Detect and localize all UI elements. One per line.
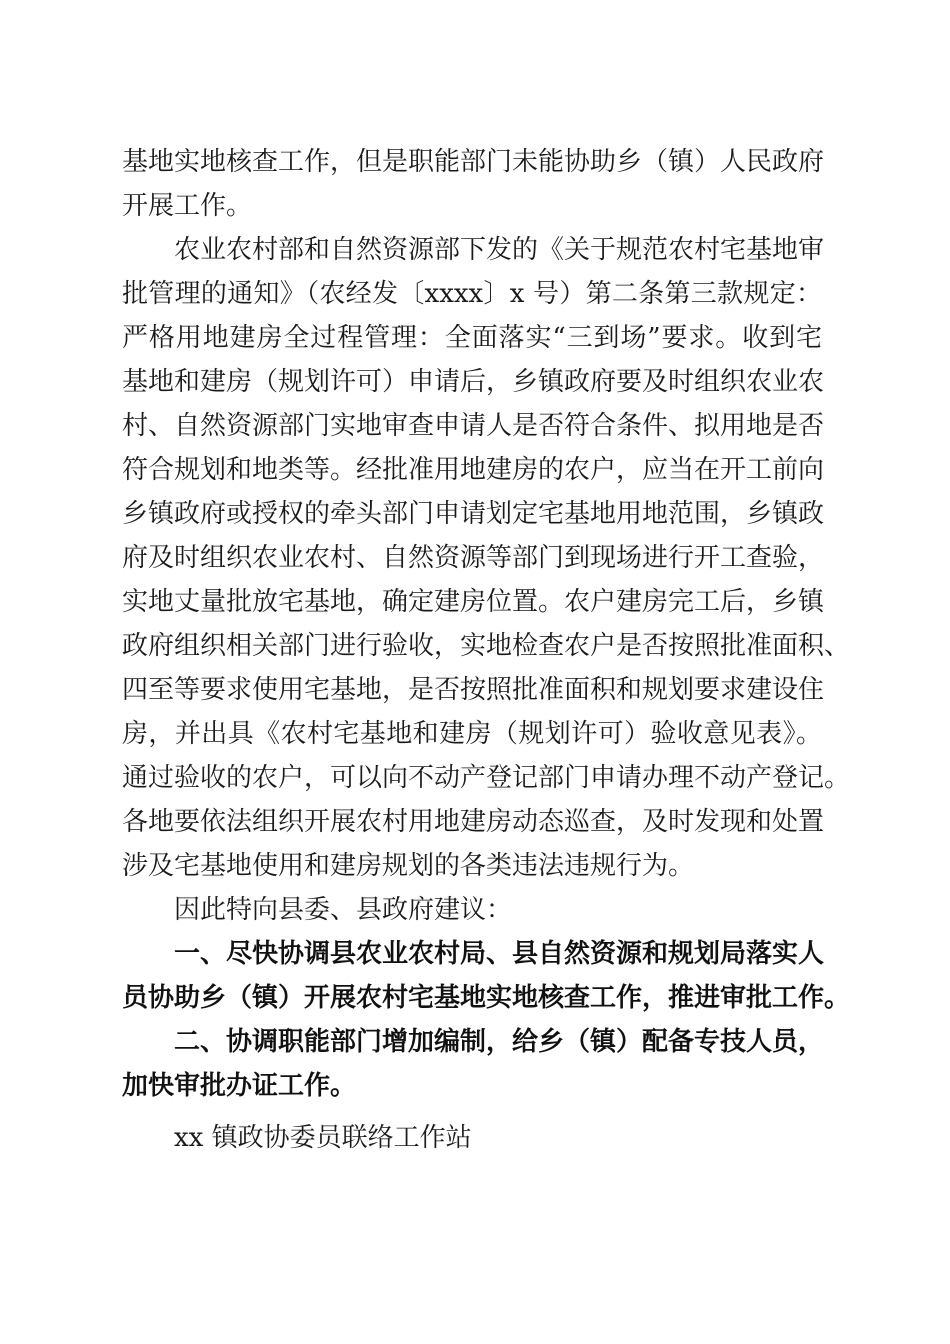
para2-line-8: 府及时组织农业农村、自然资源等部门到现场进行开工查验，	[122, 543, 825, 573]
suggestion1-line-2: 员协助乡（镇）开展农村宅基地实地核查工作，推进审批工作。	[122, 983, 851, 1013]
para3-line-1: 因此特向县委、县政府建议：	[174, 895, 513, 925]
suggestion1-line-1: 一、尽快协调县农业农村局、县自然资源和规划局落实人	[174, 939, 825, 969]
para2-line-11: 四至等要求使用宅基地，是否按照批准面积和规划要求建设住	[122, 675, 825, 705]
para2-line-10: 政府组织相关部门进行验收，实地检查农户是否按照批准面积、	[122, 631, 851, 661]
suggestion2-line-2: 加快审批办证工作。	[122, 1071, 357, 1101]
para1-line-2: 开展工作。	[122, 191, 253, 221]
para2-line-5: 村、自然资源部门实地审查申请人是否符合条件、拟用地是否	[122, 411, 825, 441]
para2-line-1: 农业农村部和自然资源部下发的《关于规范农村宅基地审	[174, 235, 825, 265]
para2-line-9: 实地丈量批放宅基地，确定建房位置。农户建房完工后，乡镇	[122, 587, 825, 617]
suggestion2-line-1: 二、协调职能部门增加编制，给乡（镇）配备专技人员，	[174, 1027, 825, 1057]
para2-line-13: 通过验收的农户，可以向不动产登记部门申请办理不动产登记。	[122, 763, 851, 793]
para2-line-4: 基地和建房（规划许可）申请后，乡镇政府要及时组织农业农	[122, 367, 825, 397]
para2-line-2: 批管理的通知》（农经发〔xxxx〕x 号）第二条第三款规定：	[122, 279, 822, 309]
para2-line-14: 各地要依法组织开展农村用地建房动态巡查，及时发现和处置	[122, 807, 825, 837]
para2-line-15: 涉及宅基地使用和建房规划的各类违法违规行为。	[122, 851, 695, 881]
signature: xx 镇政协委员联络工作站	[174, 1123, 472, 1153]
para2-line-3: 严格用地建房全过程管理：全面落实“三到场”要求。收到宅	[122, 323, 822, 353]
para1-line-1: 基地实地核查工作，但是职能部门未能协助乡（镇）人民政府	[122, 147, 825, 177]
para2-line-7: 乡镇政府或授权的牵头部门申请划定宅基地用地范围，乡镇政	[122, 499, 825, 529]
para2-line-6: 符合规划和地类等。经批准用地建房的农户，应当在开工前向	[122, 455, 825, 485]
para2-line-12: 房，并出具《农村宅基地和建房（规划许可）验收意见表》。	[122, 719, 822, 749]
